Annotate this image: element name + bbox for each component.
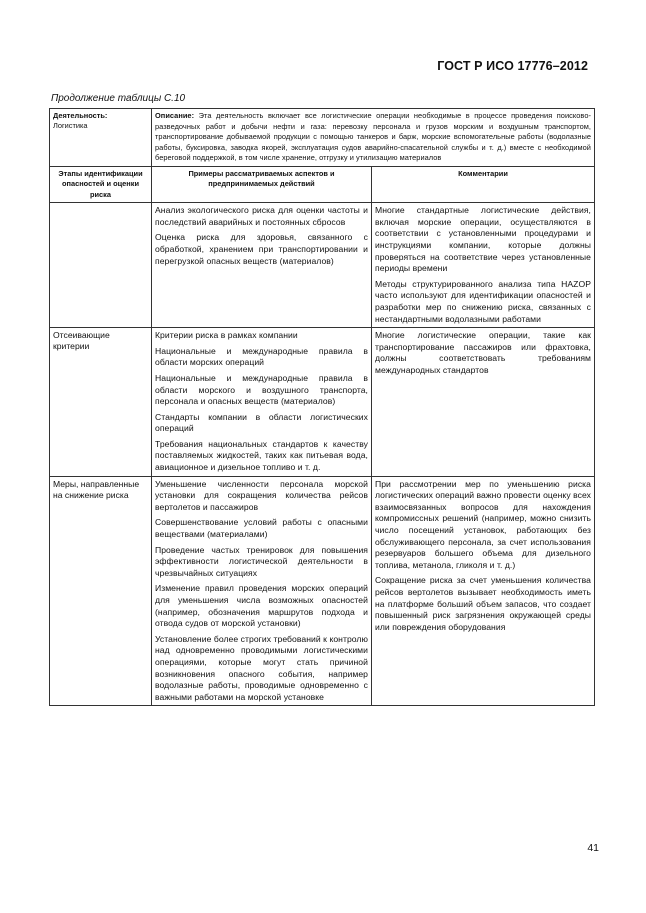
comment-item: Многие логистические операции, такие как транспортирование пассажиров или фрахтовка, должны соответствовать требованиям международных стандартов	[375, 330, 591, 375]
comments-cell	[372, 203, 595, 328]
table-row	[50, 476, 595, 706]
description-label: Описание:	[155, 111, 195, 120]
aspect-item: Оценка риска для здоровья, связанного с обработкой, хранением при транспортировании и перегрузкой опасных веществ (материалов)	[155, 232, 368, 266]
aspect-item: Национальные и международные правила в области морских операций	[155, 345, 368, 368]
aspect-item: Совершенствование условий работы с опасными веществами (материалами)	[155, 517, 368, 540]
comment-item: Многие стандартные логистические действия, включая морские операции, осуществляются в соответствии с установленными процедурами и инструкциями компании, которые должны проверяться на соответствие через установленные периоды времени	[375, 205, 591, 274]
aspect-item: Установление более строгих требований к контролю над одновременно проводимыми логистическими операциями, которые могут стать причиной возникновения опасного события, например водолазные работы, проводимые одновременно с важными работами на морской установке	[155, 633, 368, 702]
column-header-comments: Комментарии	[372, 166, 595, 202]
standard-identifier: ГОСТ Р ИСО 17776–2012	[437, 59, 588, 73]
stage-cell: Меры, направленные на снижение риска	[50, 476, 152, 706]
aspect-item: Проведение частых тренировок для повышения эффективности логистической деятельности в чрезвычайных ситуациях	[155, 544, 368, 578]
aspect-item: Стандарты компании в области логистических операций	[155, 411, 368, 434]
aspect-item: Изменение правил проведения морских операций для уменьшения числа возможных опасностей (например, обозначения маршрутов подхода и отвода судов от морской установки)	[155, 583, 368, 629]
aspect-item: Уменьшение численности персонала морской установки для сокращения количества рейсов вертолетов и пассажиров	[155, 478, 368, 512]
activity-value: Логистика	[53, 120, 88, 130]
aspect-item: Требования национальных стандартов к качеству поставляемых жидкостей, таких как питьевая вода, авиационное и дизельное топливо и т. д.	[155, 438, 368, 473]
comments-cell	[372, 328, 595, 477]
aspects-cell	[152, 476, 372, 706]
activity-label: Деятельность:	[53, 111, 108, 120]
aspects-cell	[152, 328, 372, 477]
comment-item: Методы структурированного анализа типа HAZOP часто используют для идентификации опасностей и разработки мер по снижению риска, связанных с нестандартными водолазными работами	[375, 278, 591, 324]
aspects-cell	[152, 203, 372, 328]
description-text: Эта деятельность включает все логистические операции необходимые в процессе проведения поисково-разведочных работ и добычи нефти и газа: перевозку персонала и грузов морским и воздушным транспортом, транспортирование добываемой продукции с помощью танкеров и барж, морские вспомогательные работы (водолазные работы, буксировка, заводка якорей, эксплуатация судов аварийно-спасательной службы и т. д.) вместе с необходимой береговой поддержкой, в том числе хранение, отгрузку и утилизацию материалов	[155, 111, 591, 163]
column-header-aspects: Примеры рассматриваемых аспектов и предпринимаемых действий	[152, 166, 372, 202]
aspect-item: Национальные и международные правила в области морского и воздушного транспорта, персонала и опасных веществ (материалов)	[155, 372, 368, 407]
table-row	[50, 328, 595, 477]
column-header-stages: Этапы идентификации опасностей и оценки риска	[50, 166, 152, 202]
stage-cell	[50, 203, 152, 328]
column-header-row	[50, 166, 595, 202]
stage-cell: Отсеивающие критерии	[50, 328, 152, 477]
activity-cell	[50, 109, 152, 167]
table-continuation-caption: Продолжение таблицы С.10	[51, 93, 186, 104]
risk-assessment-table	[49, 108, 595, 706]
aspect-item: Критерии риска в рамках компании	[155, 330, 298, 341]
comments-cell	[372, 476, 595, 706]
table-row	[50, 203, 595, 328]
comment-item: При рассмотрении мер по уменьшению риска логистических операций важно провести оценку всех взаимосвязанных вопросов для нахождения компромиссных решений (например, можно снизить число посещений установок, работающих без обслуживающего персонала, за счет использования резервуаров большего объема для дизельного топлива, метанола, гликоля и т. д.)	[375, 478, 591, 570]
activity-header-row	[50, 109, 595, 167]
description-cell	[152, 109, 595, 167]
aspect-item: Анализ экологического риска для оценки частоты и последствий аварийных и постоянных сбросов	[155, 205, 368, 227]
comment-item: Сокращение риска за счет уменьшения количества рейсов вертолетов вызывает необходимость иметь на платформе больший объем запасов, что создает повышенный риск загрязнения окружающей среды или повреждения оборудования	[375, 575, 591, 632]
page-number: 41	[587, 842, 599, 854]
